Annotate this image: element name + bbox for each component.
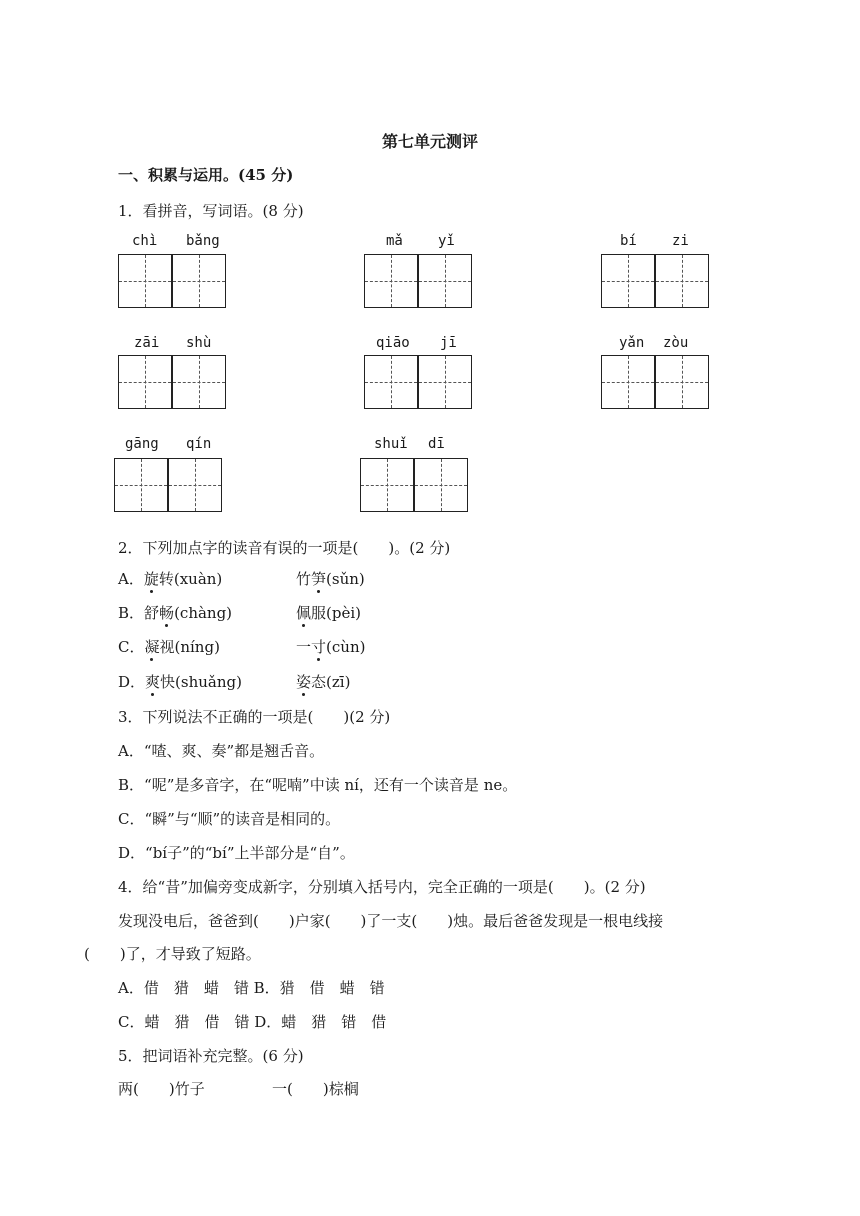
writing-box[interactable] — [655, 355, 709, 409]
option-text: (sǔn) — [326, 570, 365, 588]
dotted-char: 寸 — [311, 638, 327, 656]
writing-box[interactable] — [414, 458, 468, 512]
writing-box[interactable] — [114, 458, 168, 512]
pinyin: zāi — [134, 335, 160, 351]
pinyin: yǎn — [619, 335, 645, 351]
q2-option-c — [118, 636, 220, 657]
q3-option-b: B．“呢”是多音字，在“呢喃”中读 ní，还有一个读音是 ne。 — [118, 776, 518, 794]
writing-box[interactable] — [418, 355, 472, 409]
pinyin: qiāo — [376, 335, 410, 351]
q2-option-b — [118, 602, 232, 623]
q2-option-c-second — [296, 636, 365, 657]
dotted-char: 旋 — [143, 570, 159, 588]
option-text: 竹 — [296, 570, 312, 588]
q4-passage-line-2: ( )了，才导致了短路。 — [84, 945, 261, 963]
pinyin: bǎng — [186, 233, 220, 249]
writing-box[interactable] — [118, 254, 172, 308]
option-text: 服(pèi) — [311, 604, 361, 622]
option-letter: C． — [118, 638, 145, 656]
q3-option-d: D．“bí子”的“bí”上半部分是“自”。 — [118, 844, 355, 862]
writing-box[interactable] — [168, 458, 222, 512]
q3-option-c: C．“瞬”与“顺”的读音是相同的。 — [118, 810, 341, 828]
writing-box[interactable] — [118, 355, 172, 409]
writing-box[interactable] — [601, 254, 655, 308]
pinyin: shù — [186, 335, 212, 351]
option-text: (cùn) — [326, 638, 366, 656]
q2-option-b-second — [296, 602, 361, 623]
q4-options-row-1: A．借 猎 蜡 错 B．猎 借 蜡 错 — [118, 979, 385, 997]
option-text: 舒 — [144, 604, 160, 622]
writing-box[interactable] — [418, 254, 472, 308]
writing-box[interactable] — [364, 355, 418, 409]
dotted-char: 姿 — [296, 673, 312, 691]
option-text: 转(xuàn) — [158, 570, 223, 588]
q3-option-a: A．“喳、爽、奏”都是翘舌音。 — [118, 742, 325, 760]
dotted-char: 笋 — [311, 570, 327, 588]
pinyin: dī — [428, 436, 445, 452]
pinyin: zi — [672, 233, 689, 249]
dotted-char: 畅 — [159, 604, 175, 622]
pinyin: chì — [132, 233, 158, 249]
page-title: 第七单元测评 — [381, 132, 478, 151]
option-text: 一 — [296, 638, 312, 656]
q5-item: 一( )棕榈 — [272, 1080, 359, 1098]
pinyin: yǐ — [438, 233, 455, 249]
dotted-char: 凝 — [144, 638, 160, 656]
dotted-char: 爽 — [145, 673, 161, 691]
q4-options-row-2: C．蜡 猎 借 错 D．蜡 猎 错 借 — [118, 1013, 387, 1031]
pinyin: shuǐ — [374, 436, 408, 452]
pinyin: qín — [186, 436, 212, 452]
dotted-char: 佩 — [296, 604, 312, 622]
writing-box[interactable] — [172, 355, 226, 409]
pinyin: mǎ — [386, 233, 403, 249]
q2-option-a-second — [296, 568, 365, 589]
writing-box[interactable] — [364, 254, 418, 308]
option-text: 视(níng) — [159, 638, 220, 656]
pinyin: zòu — [663, 335, 689, 351]
option-text: 快(shuǎng) — [160, 673, 242, 691]
q3-label: 3．下列说法不正确的一项是( )(2 分) — [118, 708, 391, 726]
pinyin: bí — [620, 233, 637, 249]
q2-option-a — [118, 568, 222, 589]
option-text: (chàng) — [174, 604, 233, 622]
q2-option-d — [118, 671, 242, 692]
option-letter: D． — [118, 673, 146, 691]
option-text: 态(zī) — [311, 673, 351, 691]
pinyin: gāng — [125, 436, 159, 452]
writing-box[interactable] — [655, 254, 709, 308]
q4-passage-line-1: 发现没电后，爸爸到( )户家( )了一支( )烛。最后爸爸发现是一根电线接 — [118, 912, 664, 930]
writing-box[interactable] — [172, 254, 226, 308]
q2-label: 2．下列加点字的读音有误的一项是( )。(2 分) — [118, 539, 451, 557]
option-letter: A． — [118, 570, 144, 588]
q4-label: 4．给“昔”加偏旁变成新字，分别填入括号内，完全正确的一项是( )。(2 分) — [118, 878, 646, 896]
option-letter: B． — [118, 604, 145, 622]
q1-label: 1．看拼音，写词语。(8 分) — [118, 202, 304, 220]
q5-label: 5．把词语补充完整。(6 分) — [118, 1047, 304, 1065]
writing-box[interactable] — [360, 458, 414, 512]
pinyin: jī — [440, 335, 457, 351]
section-heading: 一、积累与运用。(45 分) — [118, 166, 294, 184]
q5-item: 两( )竹子 — [118, 1080, 205, 1098]
writing-box[interactable] — [601, 355, 655, 409]
q2-option-d-second — [296, 671, 350, 692]
